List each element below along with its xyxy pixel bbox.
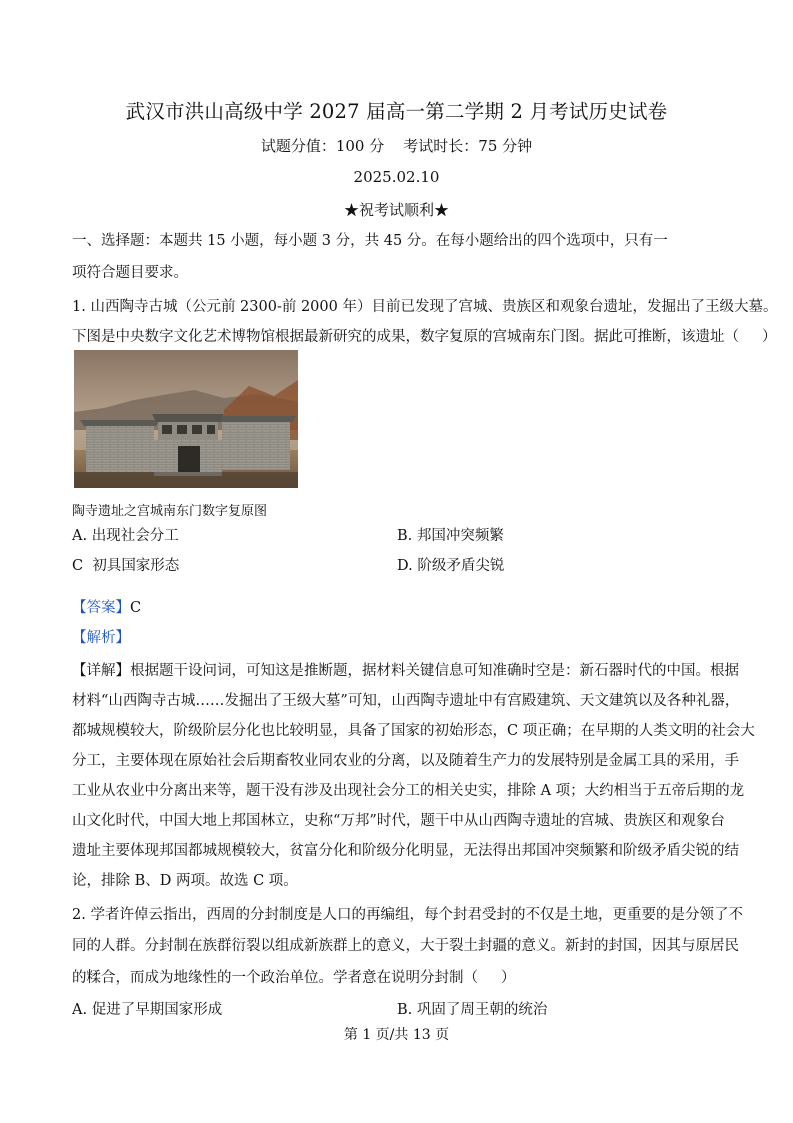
question-2-stem-line-3: 的糅合，而成为地缘性的一个政治单位。学者意在说明分封制（ ）	[72, 970, 516, 986]
question-1-option-c: C 初具国家形态	[72, 558, 180, 574]
page-number-footer: 第 1 页/共 13 页	[343, 1027, 450, 1043]
detail-line-8: 论，排除 B、D 两项。故选 C 项。	[72, 873, 298, 889]
question-1-stem-line-1: 1. 山西陶寺古城（公元前 2300-前 2000 年）目前已发现了宫城、贵族区和观象台遗址，发掘出了王级大墓。	[72, 299, 778, 315]
question-1-stem-line-2: 下图是中央数字文化艺术博物馆根据最新研究的成果，数字复原的宫城南东门图。据此可推断，该遗址（ ）	[72, 329, 777, 345]
section-instructions-line-2: 项符合题目要求。	[72, 265, 188, 281]
answer-tag: 【答案】	[72, 600, 130, 616]
detail-line-1	[72, 659, 739, 680]
image-caption: 陶寺遗址之宫城南东门数字复原图	[72, 504, 268, 519]
analysis-line	[72, 626, 727, 647]
answer-line	[72, 596, 727, 617]
detail-line-5: 工业从农业中分离出来等，题干没有涉及出现社会分工的相关史实，排除 A 项；大约相当于五帝后期的龙	[72, 783, 745, 799]
exam-title: 武汉市洪山高级中学 2027 届高一第二学期 2 月考试历史试卷	[125, 100, 668, 123]
question-1-option-d: D. 阶级矛盾尖锐	[397, 558, 505, 574]
question-2-option-a: A. 促进了早期国家形成	[72, 1002, 223, 1018]
good-luck-wish: ★祝考试顺利★	[343, 201, 449, 219]
detail-line-6: 山文化时代，中国大地上邦国林立，史称“万邦”时代，题干中从山西陶寺遗址的宫城、贵族区和观象台	[72, 813, 725, 829]
question-1-option-b: B. 邦国冲突频繁	[397, 528, 504, 544]
gate-illustration	[74, 350, 298, 488]
detail-tag: 【详解】	[72, 663, 130, 679]
detail-text: 根据题干设问词，可知这是推断题，据材料关键信息可知准确时空是：新石器时代的中国。根据	[130, 663, 739, 679]
taosi-gate-reconstruction-image	[74, 350, 298, 488]
detail-line-4: 分工，主要体现在原始社会后期畜牧业同农业的分离，以及随着生产力的发展特别是金属工具的采用，手	[72, 753, 739, 769]
question-2-stem-line-1: 2. 学者许倬云指出，西周的分封制度是人口的再编组，每个封君受封的不仅是土地，更重要的是分领了不	[72, 907, 743, 923]
answer-value: C	[130, 600, 142, 616]
question-1-option-a: A. 出现社会分工	[72, 528, 179, 544]
question-2-option-b: B. 巩固了周王朝的统治	[397, 1002, 548, 1018]
question-2-stem-line-2: 同的人群。分封制在族群衍裂以组成新族群上的意义，大于裂土封疆的意义。新封的封国，因其与原居民	[72, 938, 739, 954]
detail-line-7: 遗址主要体现邦国都城规模较大，贫富分化和阶级分化明显，无法得出邦国冲突频繁和阶级矛盾尖锐的结	[72, 843, 739, 859]
score-and-duration: 试题分值：100 分 考试时长：75 分钟	[260, 137, 533, 155]
exam-date: 2025.02.10	[353, 168, 440, 186]
detail-line-2: 材料“山西陶寺古城……发掘出了王级大墓”可知，山西陶寺遗址中有宫殿建筑、天文建筑以及各种礼器，	[72, 693, 740, 709]
section-instructions-line-1: 一、选择题：本题共 15 小题，每小题 3 分，共 45 分。在每小题给出的四个选项中，只有一	[72, 233, 668, 249]
detail-line-3: 都城规模较大，阶级阶层分化也比较明显，具备了国家的初始形态，C 项正确；在早期的人类文明的社会大	[72, 723, 755, 739]
analysis-tag: 【解析】	[72, 630, 130, 646]
